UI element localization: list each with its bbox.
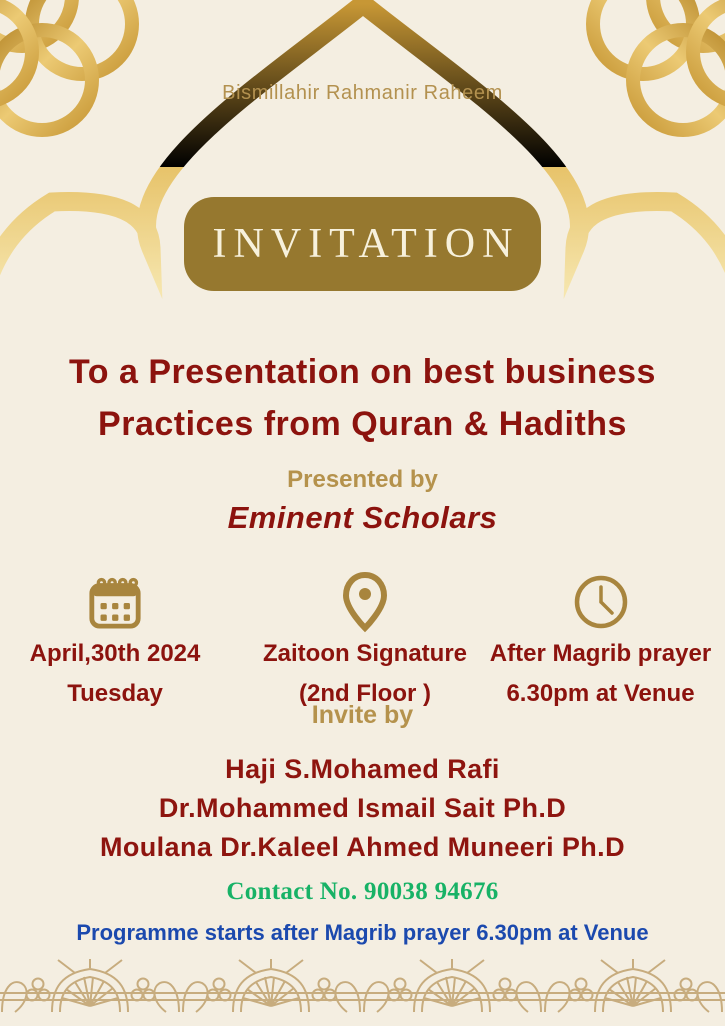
event-title-line1: To a Presentation on best business: [69, 353, 656, 391]
calendar-icon: [8, 570, 222, 634]
event-time-line2: 6.30pm at Venue: [506, 680, 695, 707]
inviter-names: [0, 750, 725, 867]
invite-by-label: Invite by: [311, 701, 414, 729]
event-title: [0, 346, 725, 450]
inviter-name-2: Dr.Mohammed Ismail Sait Ph.D: [158, 793, 567, 823]
contact-number: Contact No. 90038 94676: [226, 878, 499, 905]
knot-ornament-icon: [579, 0, 725, 142]
event-date: April,30th 2024: [29, 640, 201, 667]
invitation-badge-label: INVITATION: [212, 221, 520, 267]
time-column: [478, 570, 723, 714]
event-day: Tuesday: [67, 680, 163, 707]
location-pin-icon: [246, 570, 484, 634]
inviter-name-1: Haji S.Mohamed Rafi: [225, 754, 500, 784]
bismillah-text: Bismillahir Rahmanir Raheem: [222, 82, 503, 104]
presenter-name: Eminent Scholars: [227, 500, 498, 535]
venue-name: Zaitoon Signature: [263, 640, 467, 667]
venue-floor: (2nd Floor ): [299, 680, 431, 707]
event-title-line2: Practices from Quran & Hadiths: [98, 405, 627, 443]
floral-border-icon: [0, 956, 725, 1014]
inviter-name-3: Moulana Dr.Kaleel Ahmed Muneeri Ph.D: [99, 832, 625, 862]
clock-icon: [478, 570, 723, 634]
presented-by-label: Presented by: [287, 466, 438, 493]
date-column: [8, 570, 222, 714]
event-time-line1: After Magrib prayer: [489, 640, 712, 667]
programme-note: Programme starts after Magrib prayer 6.30pm at Venue: [76, 920, 649, 945]
event-details-row: [0, 570, 725, 718]
knot-ornament-icon: [0, 0, 146, 142]
invitation-badge: [184, 197, 541, 291]
venue-column: [246, 570, 484, 714]
